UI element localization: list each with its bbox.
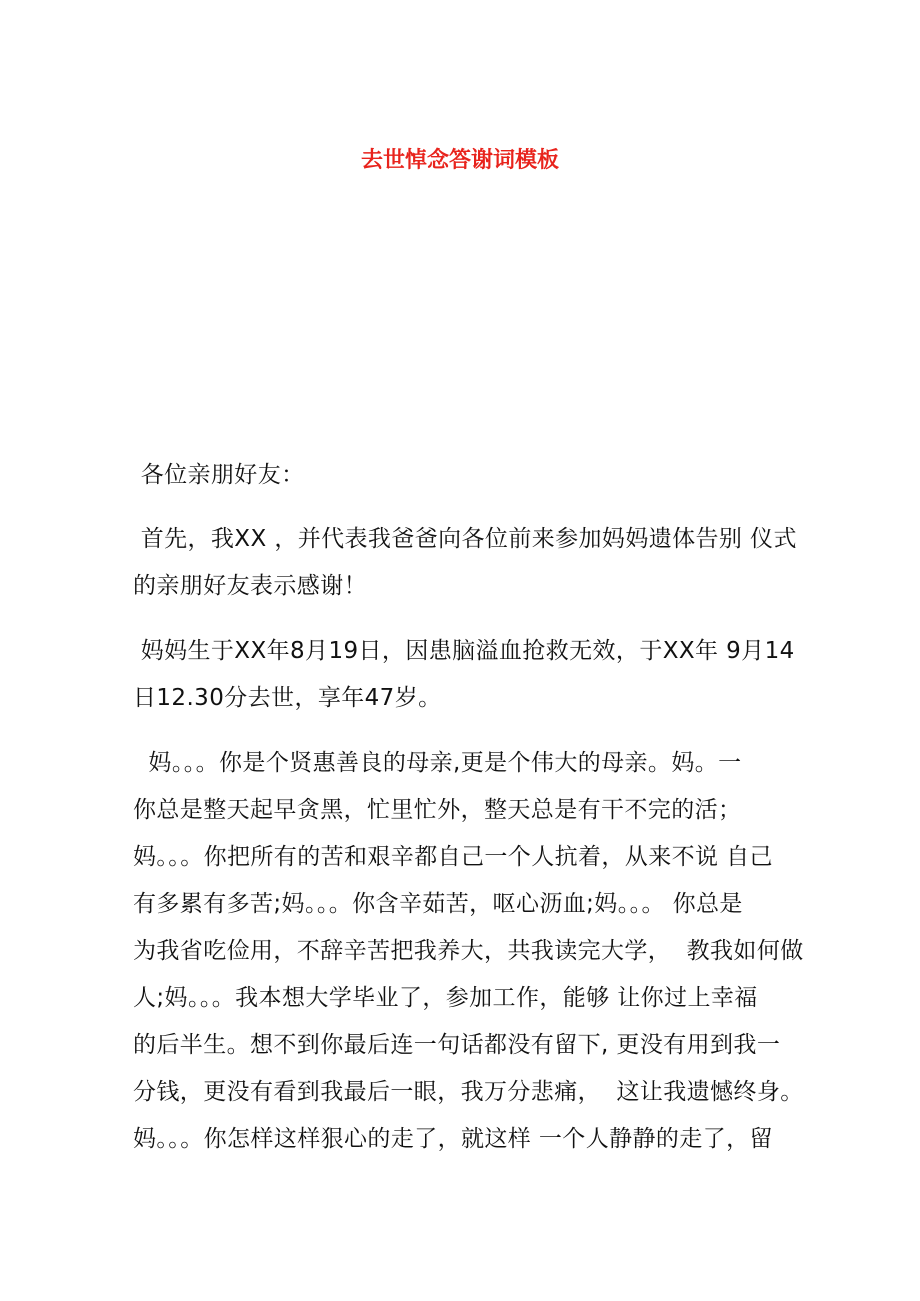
paragraph-line: 的亲朋好友表示感谢！	[133, 573, 367, 599]
paragraph-line: 分钱，更没有看到我最后一眼，我万分悲痛， 这让我遗憾终身。	[133, 1079, 804, 1105]
paragraph-line: 妈。。。你怎样这样狠心的走了，就这样 一个人静静的走了，留	[133, 1126, 773, 1152]
document-title: 去世悼念答谢词模板	[360, 148, 559, 173]
salutation-line: 各位亲朋好友：	[133, 462, 305, 488]
paragraph-line: 的后半生。想不到你最后连一句话都没有留下, 更没有用到我一	[133, 1032, 781, 1058]
paragraph-line: 妈。。。你是个贤惠善良的母亲,更是个伟大的母亲。妈。一	[133, 750, 742, 776]
paragraph-line: 妈。。。你把所有的苦和艰辛都自己一个人抗着，从来不说 自己	[133, 844, 773, 870]
paragraph-line: 妈妈生于XX年8月19日，因患脑溢血抢救无效，于XX年 9月14	[133, 638, 795, 664]
paragraph-line: 首先，我XX ，并代表我爸爸向各位前来参加妈妈遗体告别 仪式	[133, 526, 797, 552]
paragraph-line: 人;妈。。。我本想大学毕业了，参加工作，能够 让你过上幸福	[133, 985, 758, 1011]
paragraph-line: 你总是整天起早贪黑，忙里忙外，整天总是有干不完的活；	[133, 797, 742, 823]
paragraph-line: 日12.30分去世，享年47岁。	[133, 685, 442, 711]
paragraph-line: 为我省吃俭用，不辞辛苦把我养大，共我读完大学， 教我如何做	[133, 938, 804, 964]
paragraph-line: 有多累有多苦;妈。。。你含辛茹苦，呕心沥血;妈。。。 你总是	[133, 891, 743, 917]
